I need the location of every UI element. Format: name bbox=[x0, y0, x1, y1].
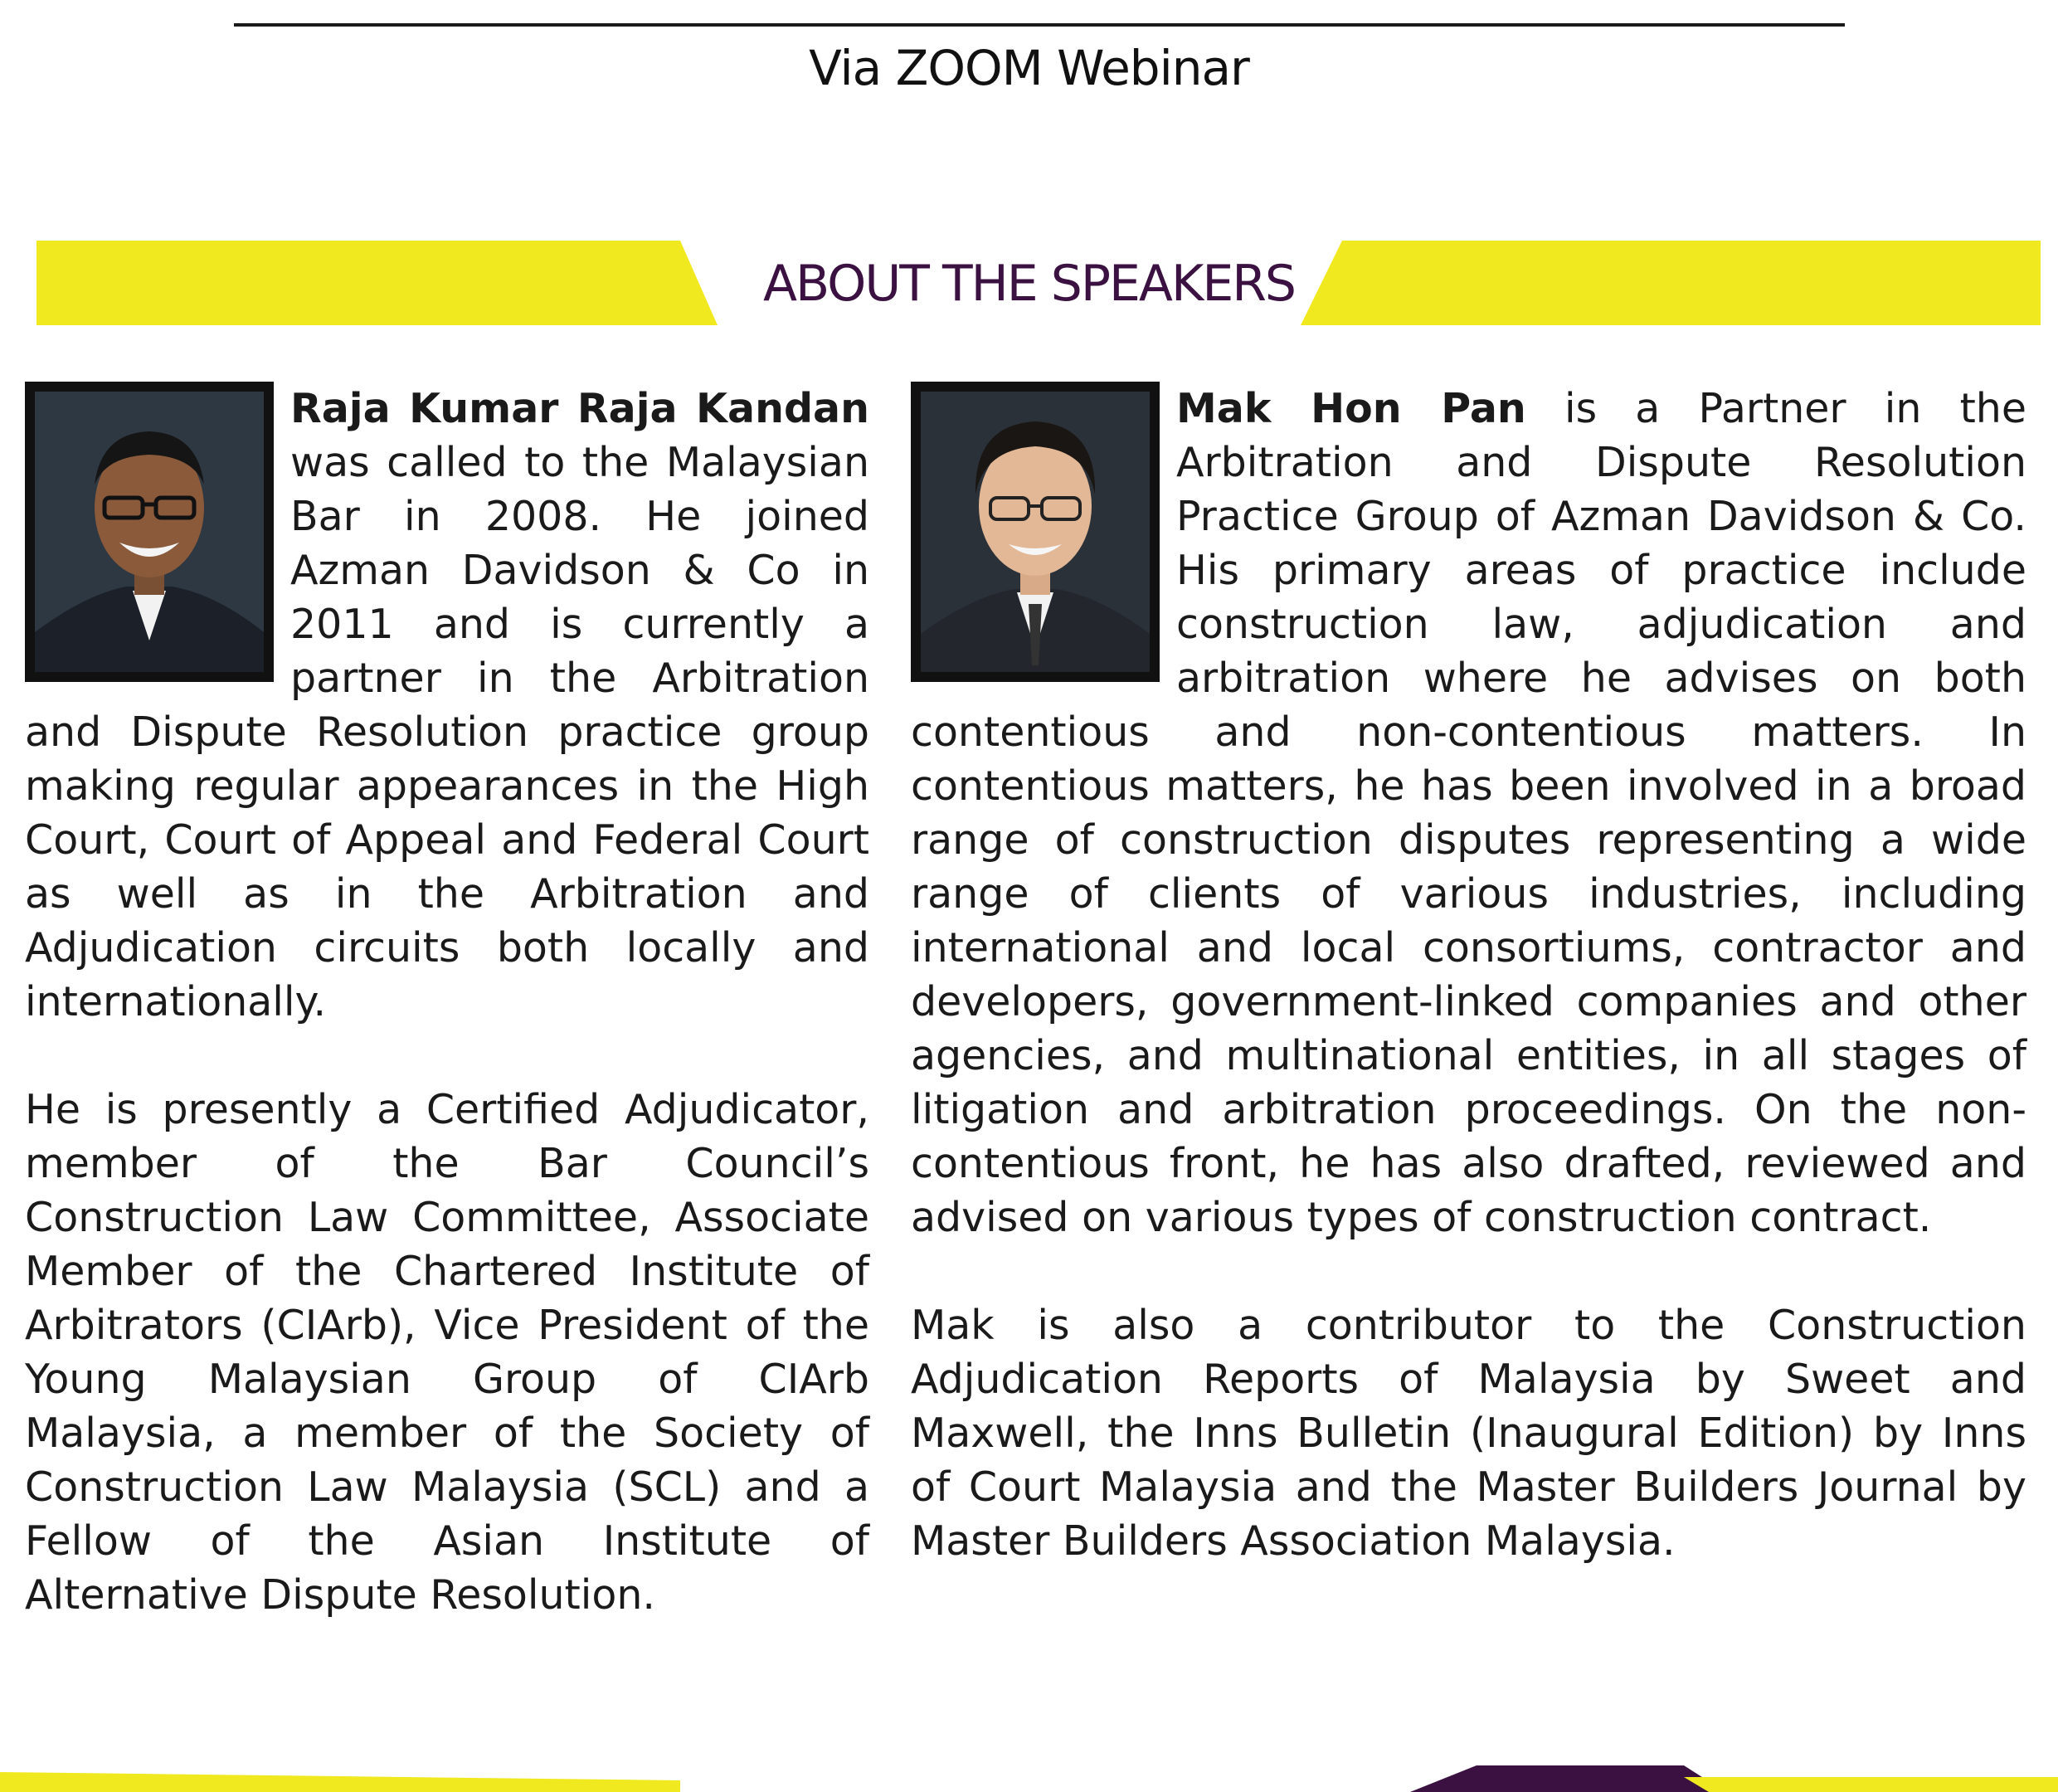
speaker-2-photo bbox=[911, 382, 1160, 682]
section-banner bbox=[0, 239, 2058, 330]
speaker-1-name: Raja Kumar Raja Kandan bbox=[290, 385, 869, 432]
portrait-icon bbox=[921, 392, 1150, 672]
speaker-1-bio-paragraph-1: Raja Kumar Raja Kandan was called to the Malaysian Bar in 2008. He joined Azman Davidson & Co in 2011 and is currently a partner in the Arbitration and Dispute Resolution practice group making regular appearances in the High Court, Court of Appeal and Federal Court as well as in the Arbitration and Adjudication circuits both locally and internationally. bbox=[25, 385, 869, 1025]
footer-decoration bbox=[0, 1759, 2058, 1792]
speaker-1-column bbox=[25, 382, 869, 1622]
speaker-1-bio-paragraph-2: He is presently a Certified Adjudicator, member of the Bar Council’s Construction Law Committee, Associate Member of the Chartered Institute of Arbitrators (CIArb), Vice President of the Young Malaysian Group of CIArb Malaysia, a member of the Society of Construction Law Malaysia (SCL) and a Fellow of the Asian Institute of Alternative Dispute Resolution. bbox=[25, 1086, 869, 1619]
speaker-2-name: Mak Hon Pan bbox=[1176, 385, 1526, 432]
speaker-2-bio-paragraph-1: Mak Hon Pan is a Partner in the Arbitration and Dispute Resolution Practice Group of Azman Davidson & Co. His primary areas of practice include construction law, adjudication and arbitration where he advises on both contentious and non-contentious matters. In contentious matters, he has been involved in a broad range of construction disputes representing a wide range of clients of various industries, including international and local consortiums, contractor and developers, government-linked companies and other agencies, and multinational entities, in all stages of litigation and arbitration proceedings. On the non-contentious front, he has also drafted, reviewed and advised on various types of construction contract. bbox=[911, 385, 2026, 1241]
portrait-icon bbox=[35, 392, 264, 672]
speaker-2-bio-paragraph-2: Mak is also a contributor to the Construction Adjudication Reports of Malaysia by Sweet and Maxwell, the Inns Bulletin (Inaugural Edition) by Inns of Court Malaysia and the Master Builders Journal by Master Builders Association Malaysia. bbox=[911, 1302, 2026, 1565]
speaker-2-column bbox=[911, 382, 2026, 1568]
speaker-1-photo bbox=[25, 382, 274, 682]
header-rule bbox=[234, 23, 1845, 27]
event-subtitle: Via ZOOM Webinar bbox=[809, 40, 1249, 96]
section-title: ABOUT THE SPEAKERS bbox=[762, 255, 1296, 313]
